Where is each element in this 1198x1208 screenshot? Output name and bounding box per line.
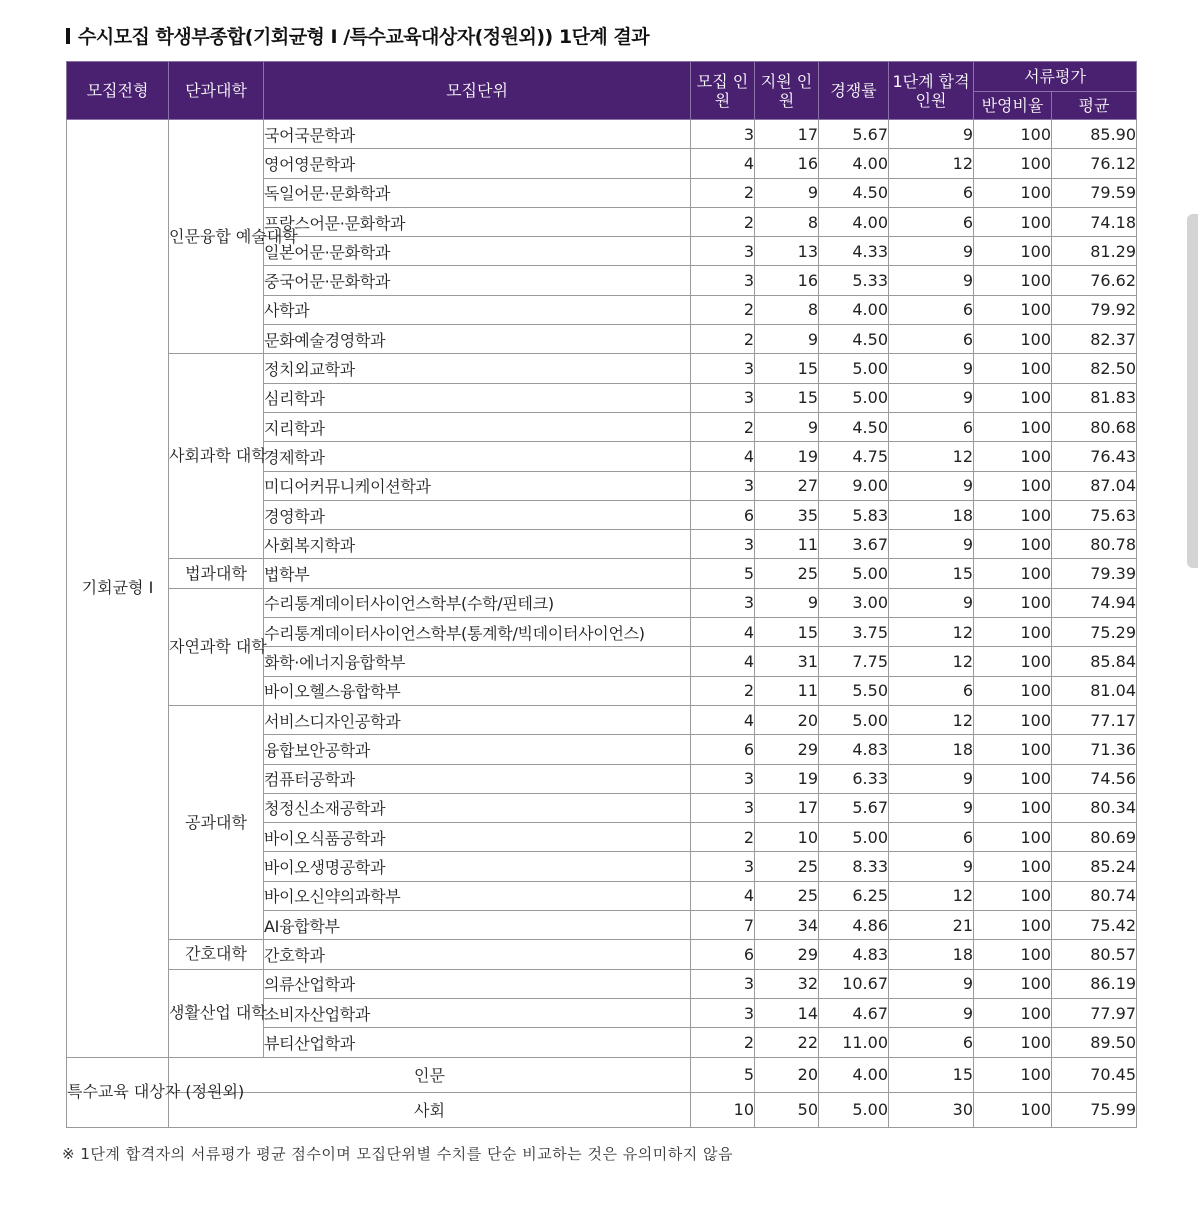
table-row	[67, 969, 1137, 998]
cell-ratio: 7.75	[819, 647, 889, 676]
cell-avg: 75.42	[1052, 911, 1137, 940]
cell-passed: 9	[889, 237, 974, 266]
results-table	[66, 61, 1137, 1128]
cell-weight: 100	[974, 1057, 1052, 1092]
cell-quota: 2	[691, 325, 755, 354]
cell-passed: 6	[889, 823, 974, 852]
cell-applicants: 20	[755, 705, 819, 734]
cell-ratio: 4.00	[819, 207, 889, 236]
cell-weight: 100	[974, 383, 1052, 412]
cell-quota: 2	[691, 207, 755, 236]
table-body	[67, 120, 1137, 1128]
cell-quota: 3	[691, 237, 755, 266]
cell-quota: 4	[691, 647, 755, 676]
table-row	[67, 120, 1137, 149]
cell-passed: 9	[889, 471, 974, 500]
cell-passed: 9	[889, 354, 974, 383]
cell-avg: 85.24	[1052, 852, 1137, 881]
cell-ratio: 5.00	[819, 705, 889, 734]
cell-quota: 3	[691, 998, 755, 1027]
cell-avg: 86.19	[1052, 969, 1137, 998]
cell-weight: 100	[974, 647, 1052, 676]
unit-cell: 경제학과	[264, 442, 691, 471]
cell-ratio: 3.67	[819, 530, 889, 559]
header-quota: 모집 인원	[691, 62, 755, 120]
table-row	[67, 559, 1137, 588]
cell-avg: 74.18	[1052, 207, 1137, 236]
cell-quota: 3	[691, 471, 755, 500]
cell-avg: 81.04	[1052, 676, 1137, 705]
cell-quota: 6	[691, 940, 755, 969]
cell-avg: 80.74	[1052, 881, 1137, 910]
cell-passed: 18	[889, 940, 974, 969]
cell-ratio: 4.33	[819, 237, 889, 266]
cell-weight: 100	[974, 178, 1052, 207]
cell-weight: 100	[974, 998, 1052, 1027]
cell-passed: 12	[889, 618, 974, 647]
cell-applicants: 29	[755, 940, 819, 969]
unit-cell: 바이오생명공학과	[264, 852, 691, 881]
cell-avg: 81.29	[1052, 237, 1137, 266]
cell-ratio: 10.67	[819, 969, 889, 998]
cell-quota: 5	[691, 559, 755, 588]
cell-quota: 3	[691, 793, 755, 822]
unit-cell: 의류산업학과	[264, 969, 691, 998]
unit-cell: 독일어문·문화학과	[264, 178, 691, 207]
header-ratio: 경쟁률	[819, 62, 889, 120]
cell-applicants: 25	[755, 559, 819, 588]
cell-passed: 12	[889, 442, 974, 471]
cell-quota: 4	[691, 149, 755, 178]
header-college: 단과대학	[169, 62, 264, 120]
cell-passed: 6	[889, 412, 974, 441]
unit-cell: 영어영문학과	[264, 149, 691, 178]
cell-avg: 75.29	[1052, 618, 1137, 647]
page-title	[66, 22, 649, 49]
cell-ratio: 11.00	[819, 1028, 889, 1057]
cell-applicants: 11	[755, 530, 819, 559]
cell-ratio: 4.50	[819, 412, 889, 441]
cell-ratio: 6.25	[819, 881, 889, 910]
cell-applicants: 22	[755, 1028, 819, 1057]
cell-ratio: 4.83	[819, 735, 889, 764]
cell-weight: 100	[974, 530, 1052, 559]
cell-quota: 2	[691, 412, 755, 441]
cell-weight: 100	[974, 618, 1052, 647]
cell-applicants: 16	[755, 266, 819, 295]
cell-quota: 2	[691, 1028, 755, 1057]
unit-cell: 정치외교학과	[264, 354, 691, 383]
cell-applicants: 16	[755, 149, 819, 178]
cell-applicants: 8	[755, 207, 819, 236]
table-row	[67, 1057, 1137, 1092]
cell-applicants: 17	[755, 793, 819, 822]
cell-passed: 12	[889, 881, 974, 910]
cell-applicants: 9	[755, 412, 819, 441]
cell-passed: 21	[889, 911, 974, 940]
cell-passed: 12	[889, 705, 974, 734]
table-row	[67, 588, 1137, 617]
title-bar-icon	[66, 28, 70, 44]
header-weight: 반영비율	[974, 92, 1052, 120]
cell-ratio: 5.67	[819, 120, 889, 149]
cell-passed: 12	[889, 149, 974, 178]
cell-passed: 6	[889, 1028, 974, 1057]
cell-quota: 4	[691, 618, 755, 647]
unit-cell: AI융합학부	[264, 911, 691, 940]
cell-applicants: 19	[755, 442, 819, 471]
cell-weight: 100	[974, 325, 1052, 354]
cell-ratio: 4.67	[819, 998, 889, 1027]
college-cell: 인문융합 예술대학	[169, 120, 264, 354]
cell-passed: 30	[889, 1092, 974, 1127]
college-cell: 사회과학 대학	[169, 354, 264, 559]
cell-ratio: 4.50	[819, 325, 889, 354]
college-cell: 법과대학	[169, 559, 264, 588]
cell-avg: 82.37	[1052, 325, 1137, 354]
cell-avg: 79.39	[1052, 559, 1137, 588]
cell-quota: 6	[691, 735, 755, 764]
cell-avg: 79.92	[1052, 295, 1137, 324]
cell-ratio: 5.00	[819, 823, 889, 852]
cell-weight: 100	[974, 149, 1052, 178]
cell-passed: 9	[889, 120, 974, 149]
cell-ratio: 4.83	[819, 940, 889, 969]
unit-cell: 컴퓨터공학과	[264, 764, 691, 793]
cell-ratio: 5.00	[819, 354, 889, 383]
cell-avg: 76.62	[1052, 266, 1137, 295]
cell-ratio: 8.33	[819, 852, 889, 881]
cell-passed: 15	[889, 1057, 974, 1092]
cell-applicants: 25	[755, 881, 819, 910]
cell-passed: 15	[889, 559, 974, 588]
cell-ratio: 5.00	[819, 1092, 889, 1127]
cell-weight: 100	[974, 295, 1052, 324]
scrollbar-thumb[interactable]	[1187, 214, 1198, 568]
cell-applicants: 9	[755, 588, 819, 617]
cell-weight: 100	[974, 354, 1052, 383]
cell-quota: 2	[691, 295, 755, 324]
cell-quota: 5	[691, 1057, 755, 1092]
cell-applicants: 15	[755, 354, 819, 383]
college-cell: 공과대학	[169, 705, 264, 939]
cell-weight: 100	[974, 911, 1052, 940]
cell-quota: 2	[691, 823, 755, 852]
cell-quota: 3	[691, 969, 755, 998]
cell-weight: 100	[974, 559, 1052, 588]
cell-passed: 6	[889, 325, 974, 354]
track-cell: 기회균형 I	[67, 120, 169, 1058]
cell-passed: 6	[889, 207, 974, 236]
cell-applicants: 20	[755, 1057, 819, 1092]
cell-ratio: 4.75	[819, 442, 889, 471]
table-row	[67, 940, 1137, 969]
unit-cell: 청정신소재공학과	[264, 793, 691, 822]
cell-weight: 100	[974, 442, 1052, 471]
cell-ratio: 4.86	[819, 911, 889, 940]
unit-cell: 수리통계데이터사이언스학부(수학/핀테크)	[264, 588, 691, 617]
cell-weight: 100	[974, 588, 1052, 617]
unit-cell: 미디어커뮤니케이션학과	[264, 471, 691, 500]
cell-weight: 100	[974, 852, 1052, 881]
cell-passed: 9	[889, 852, 974, 881]
unit-cell: 심리학과	[264, 383, 691, 412]
cell-applicants: 13	[755, 237, 819, 266]
cell-avg: 80.69	[1052, 823, 1137, 852]
unit-cell: 바이오헬스융합학부	[264, 676, 691, 705]
cell-quota: 3	[691, 852, 755, 881]
unit-cell: 법학부	[264, 559, 691, 588]
cell-ratio: 3.75	[819, 618, 889, 647]
unit-cell: 사회	[169, 1092, 691, 1127]
cell-avg: 80.68	[1052, 412, 1137, 441]
cell-passed: 9	[889, 588, 974, 617]
cell-passed: 6	[889, 295, 974, 324]
cell-weight: 100	[974, 1092, 1052, 1127]
cell-avg: 80.78	[1052, 530, 1137, 559]
cell-applicants: 11	[755, 676, 819, 705]
unit-cell: 서비스디자인공학과	[264, 705, 691, 734]
unit-cell: 인문	[169, 1057, 691, 1092]
cell-weight: 100	[974, 823, 1052, 852]
cell-avg: 75.63	[1052, 500, 1137, 529]
cell-quota: 7	[691, 911, 755, 940]
track-cell: 특수교육 대상자 (정원외)	[67, 1057, 169, 1127]
cell-weight: 100	[974, 676, 1052, 705]
cell-passed: 6	[889, 676, 974, 705]
table-row	[67, 705, 1137, 734]
cell-passed: 9	[889, 530, 974, 559]
college-cell: 자연과학 대학	[169, 588, 264, 705]
cell-quota: 3	[691, 354, 755, 383]
unit-cell: 중국어문·문화학과	[264, 266, 691, 295]
cell-ratio: 9.00	[819, 471, 889, 500]
cell-applicants: 8	[755, 295, 819, 324]
unit-cell: 화학·에너지융합학부	[264, 647, 691, 676]
cell-quota: 4	[691, 442, 755, 471]
cell-applicants: 15	[755, 618, 819, 647]
cell-avg: 87.04	[1052, 471, 1137, 500]
unit-cell: 문화예술경영학과	[264, 325, 691, 354]
cell-applicants: 29	[755, 735, 819, 764]
cell-avg: 75.99	[1052, 1092, 1137, 1127]
cell-avg: 79.59	[1052, 178, 1137, 207]
cell-weight: 100	[974, 500, 1052, 529]
cell-ratio: 5.50	[819, 676, 889, 705]
cell-weight: 100	[974, 881, 1052, 910]
cell-ratio: 4.00	[819, 149, 889, 178]
unit-cell: 경영학과	[264, 500, 691, 529]
cell-ratio: 6.33	[819, 764, 889, 793]
cell-applicants: 35	[755, 500, 819, 529]
cell-quota: 2	[691, 676, 755, 705]
cell-avg: 82.50	[1052, 354, 1137, 383]
header-doc-eval: 서류평가	[974, 62, 1137, 92]
cell-weight: 100	[974, 764, 1052, 793]
cell-weight: 100	[974, 412, 1052, 441]
unit-cell: 뷰티산업학과	[264, 1028, 691, 1057]
cell-avg: 77.97	[1052, 998, 1137, 1027]
cell-weight: 100	[974, 266, 1052, 295]
header-passed: 1단계 합격인원	[889, 62, 974, 120]
unit-cell: 융합보안공학과	[264, 735, 691, 764]
cell-quota: 3	[691, 530, 755, 559]
cell-weight: 100	[974, 471, 1052, 500]
cell-passed: 9	[889, 969, 974, 998]
cell-passed: 9	[889, 998, 974, 1027]
cell-quota: 4	[691, 881, 755, 910]
header-unit: 모집단위	[264, 62, 691, 120]
cell-ratio: 5.33	[819, 266, 889, 295]
cell-applicants: 17	[755, 120, 819, 149]
cell-weight: 100	[974, 735, 1052, 764]
cell-avg: 76.12	[1052, 149, 1137, 178]
cell-ratio: 4.00	[819, 295, 889, 324]
cell-quota: 3	[691, 588, 755, 617]
unit-cell: 일본어문·문화학과	[264, 237, 691, 266]
cell-avg: 76.43	[1052, 442, 1137, 471]
cell-ratio: 3.00	[819, 588, 889, 617]
cell-applicants: 25	[755, 852, 819, 881]
cell-quota: 10	[691, 1092, 755, 1127]
unit-cell: 바이오식품공학과	[264, 823, 691, 852]
college-cell: 간호대학	[169, 940, 264, 969]
cell-quota: 3	[691, 266, 755, 295]
cell-weight: 100	[974, 793, 1052, 822]
page-title-text: 수시모집 학생부종합(기회균형 I /특수교육대상자(정원외)) 1단계 결과	[78, 26, 650, 48]
header-avg: 평균	[1052, 92, 1137, 120]
unit-cell: 소비자산업학과	[264, 998, 691, 1027]
cell-avg: 74.94	[1052, 588, 1137, 617]
cell-weight: 100	[974, 207, 1052, 236]
cell-applicants: 9	[755, 325, 819, 354]
cell-applicants: 9	[755, 178, 819, 207]
cell-avg: 80.57	[1052, 940, 1137, 969]
cell-passed: 9	[889, 266, 974, 295]
cell-weight: 100	[974, 1028, 1052, 1057]
cell-quota: 6	[691, 500, 755, 529]
cell-weight: 100	[974, 969, 1052, 998]
cell-applicants: 50	[755, 1092, 819, 1127]
unit-cell: 지리학과	[264, 412, 691, 441]
cell-passed: 9	[889, 383, 974, 412]
cell-passed: 6	[889, 178, 974, 207]
cell-applicants: 31	[755, 647, 819, 676]
cell-avg: 81.83	[1052, 383, 1137, 412]
cell-passed: 9	[889, 764, 974, 793]
cell-avg: 85.90	[1052, 120, 1137, 149]
cell-weight: 100	[974, 940, 1052, 969]
unit-cell: 국어국문학과	[264, 120, 691, 149]
cell-passed: 18	[889, 735, 974, 764]
unit-cell: 수리통계데이터사이언스학부(통계학/빅데이터사이언스)	[264, 618, 691, 647]
unit-cell: 바이오신약의과학부	[264, 881, 691, 910]
college-cell: 생활산업 대학	[169, 969, 264, 1057]
cell-applicants: 14	[755, 998, 819, 1027]
cell-applicants: 19	[755, 764, 819, 793]
unit-cell: 프랑스어문·문화학과	[264, 207, 691, 236]
cell-avg: 77.17	[1052, 705, 1137, 734]
cell-quota: 2	[691, 178, 755, 207]
table-row	[67, 354, 1137, 383]
cell-passed: 9	[889, 793, 974, 822]
cell-ratio: 5.67	[819, 793, 889, 822]
cell-passed: 18	[889, 500, 974, 529]
cell-weight: 100	[974, 120, 1052, 149]
cell-avg: 89.50	[1052, 1028, 1137, 1057]
cell-applicants: 15	[755, 383, 819, 412]
cell-ratio: 5.00	[819, 383, 889, 412]
cell-weight: 100	[974, 237, 1052, 266]
cell-applicants: 34	[755, 911, 819, 940]
cell-quota: 3	[691, 383, 755, 412]
cell-applicants: 32	[755, 969, 819, 998]
cell-avg: 80.34	[1052, 793, 1137, 822]
cell-quota: 4	[691, 705, 755, 734]
cell-applicants: 10	[755, 823, 819, 852]
unit-cell: 사회복지학과	[264, 530, 691, 559]
footnote: ※ 1단계 합격자의 서류평가 평균 점수이며 모집단위별 수치를 단순 비교하는 것은 유의미하지 않음	[62, 1145, 733, 1163]
cell-ratio: 5.83	[819, 500, 889, 529]
cell-quota: 3	[691, 764, 755, 793]
cell-avg: 74.56	[1052, 764, 1137, 793]
cell-avg: 70.45	[1052, 1057, 1137, 1092]
cell-applicants: 27	[755, 471, 819, 500]
cell-avg: 71.36	[1052, 735, 1137, 764]
cell-ratio: 4.50	[819, 178, 889, 207]
unit-cell: 간호학과	[264, 940, 691, 969]
unit-cell: 사학과	[264, 295, 691, 324]
header-track: 모집전형	[67, 62, 169, 120]
cell-weight: 100	[974, 705, 1052, 734]
cell-passed: 12	[889, 647, 974, 676]
cell-ratio: 5.00	[819, 559, 889, 588]
cell-ratio: 4.00	[819, 1057, 889, 1092]
header-applicants: 지원 인원	[755, 62, 819, 120]
cell-quota: 3	[691, 120, 755, 149]
cell-avg: 85.84	[1052, 647, 1137, 676]
